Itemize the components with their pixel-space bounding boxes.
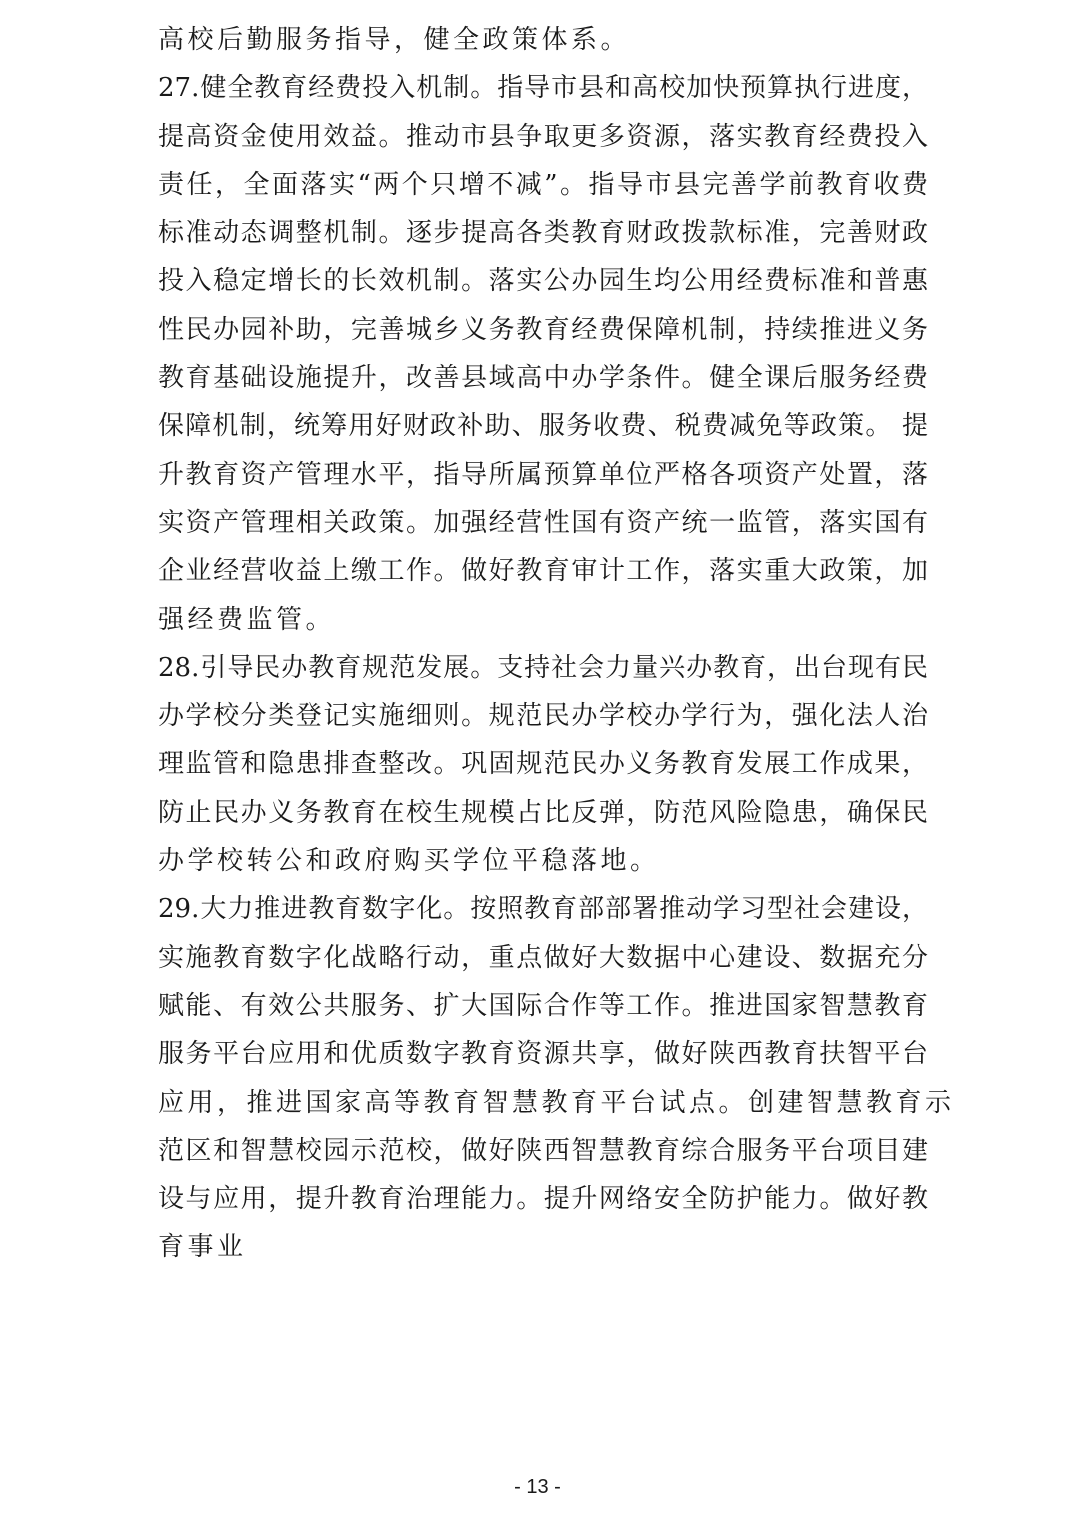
text-line: 强经费监管。 <box>158 604 336 635</box>
text-line: 企业经营收益上缴工作。做好教育审计工作，落实重大政策，加 <box>158 556 928 587</box>
text-line: 设与应用，提升教育治理能力。提升网络安全防护能力。做好教 <box>158 1184 928 1215</box>
text-line: 办学校分类登记实施细则。规范民办学校办学行为，强化法人治 <box>158 701 928 732</box>
text-line: 性民办园补助，完善城乡义务教育经费保障机制，持续推进义务 <box>158 314 928 345</box>
text-line: 标准动态调整机制。逐步提高各类教育财政拨款标准，完善财政 <box>158 218 928 249</box>
text-line: 理监管和隐患排查整改。巩固规范民办义务教育发展工作成果， <box>158 749 928 780</box>
text-line: 育事业 <box>158 1232 247 1263</box>
text-line: 高校后勤服务指导，健全政策体系。 <box>158 25 631 55</box>
text-line: 27.健全教育经费投入机制。指导市县和高校加快预算执行进度， <box>158 73 928 104</box>
text-line: 范区和智慧校园示范校，做好陕西智慧教育综合服务平台项目建 <box>158 1135 928 1166</box>
text-line: 服务平台应用和优质数字教育资源共享，做好陕西教育扶智平台 <box>158 1039 928 1070</box>
page-number: - 13 - <box>514 1476 561 1498</box>
text-line: 29.大力推进教育数字化。按照教育部部署推动学习型社会建设， <box>158 894 928 925</box>
text-line: 赋能、有效公共服务、扩大国际合作等工作。推进国家智慧教育 <box>158 990 928 1021</box>
text-line: 教育基础设施提升，改善县域高中办学条件。健全课后服务经费 <box>158 363 928 394</box>
text-line: 防止民办义务教育在校生规模占比反弹，防范风险隐患，确保民 <box>158 797 928 828</box>
text-line: 28.引导民办教育规范发展。支持社会力量兴办教育，出台现有民 <box>158 652 928 683</box>
text-line: 投入稳定增长的长效机制。落实公办园生均公用经费标准和普惠 <box>158 266 928 297</box>
text-line: 责任，全面落实“两个只增不减”。指导市县完善学前教育收费 <box>158 169 928 200</box>
text-line: 保障机制，统筹用好财政补助、服务收费、税费减免等政策。 提 <box>158 411 928 442</box>
text-line: 提高资金使用效益。推动市县争取更多资源，落实教育经费投入 <box>158 121 928 152</box>
text-line: 升教育资产管理水平，指导所属预算单位严格各项资产处置，落 <box>158 459 928 490</box>
text-line: 实施教育数字化战略行动，重点做好大数据中心建设、数据充分 <box>158 942 928 973</box>
text-line: 办学校转公和政府购买学位平稳落地。 <box>158 846 660 877</box>
body-text <box>158 16 955 1272</box>
text-line: 实资产管理相关政策。加强经营性国有资产统一监管，落实国有 <box>158 507 928 538</box>
text-line: 应用，推进国家高等教育智慧教育平台试点。创建智慧教育示 <box>158 1087 955 1118</box>
